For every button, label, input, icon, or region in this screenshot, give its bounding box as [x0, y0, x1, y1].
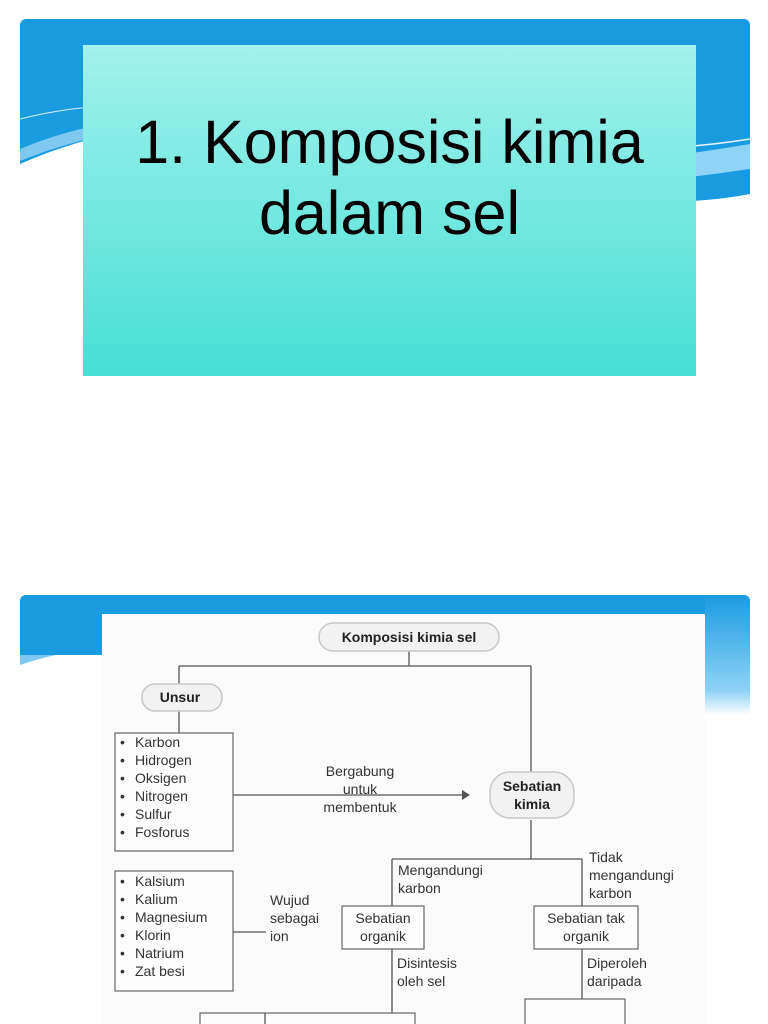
diperoleh-line-1: Diperoleh: [587, 955, 647, 971]
bullet: •: [120, 806, 125, 822]
title-box: [83, 45, 696, 376]
arrow-head: [462, 790, 470, 800]
list-item: Natrium: [135, 945, 185, 961]
wujud-line-1: Wujud: [270, 892, 310, 908]
bottom-box-left: [200, 1013, 415, 1024]
slide-2-corner-left: [20, 595, 102, 655]
sebatian-tak-organik-line-2: organik: [563, 928, 609, 944]
bullet: •: [120, 891, 125, 907]
bullet: •: [120, 734, 125, 750]
sebatian-kimia-line-2: kimia: [514, 796, 550, 812]
title-line-1: 1. Komposisi kimia: [135, 108, 644, 176]
tidak-line-3: karbon: [589, 885, 632, 901]
slide-2: [20, 595, 750, 1024]
bullet: •: [120, 945, 125, 961]
list-item: Magnesium: [135, 909, 208, 925]
bergabung-line-3: membentuk: [323, 799, 397, 815]
bullet: •: [120, 873, 125, 889]
title-line-2: dalam sel: [258, 179, 521, 247]
list-item: Zat besi: [135, 963, 185, 979]
bullet: •: [120, 909, 125, 925]
sebatian-organik-line-2: organik: [360, 928, 406, 944]
bullet: •: [120, 788, 125, 804]
bullet: •: [120, 927, 125, 943]
bergabung-line-2: untuk: [342, 781, 378, 797]
list-item: Hidrogen: [135, 752, 192, 768]
slide-title: [83, 107, 696, 249]
chemical-composition-diagram: [102, 614, 705, 1024]
diagram-svg: [102, 614, 705, 1024]
tidak-line-2: mengandungi: [589, 867, 674, 883]
mengandungi-line-2: karbon: [398, 880, 441, 896]
root-label: Komposisi kimia sel: [341, 629, 477, 645]
wujud-line-3: ion: [270, 928, 289, 944]
list-item: Fosforus: [135, 824, 190, 840]
bullet: •: [120, 824, 125, 840]
list-item: Sulfur: [135, 806, 172, 822]
sebatian-kimia-line-1: Sebatian: [502, 778, 562, 794]
list-item: Oksigen: [135, 770, 187, 786]
bullet: •: [120, 770, 125, 786]
slide-1: [20, 19, 750, 549]
list-item: Nitrogen: [135, 788, 188, 804]
tidak-line-1: Tidak: [589, 849, 623, 865]
list-item: Klorin: [135, 927, 171, 943]
sebatian-tak-organik-line-1: Sebatian tak: [547, 910, 625, 926]
slide-2-corner-right: [705, 595, 750, 715]
list-item: Karbon: [135, 734, 181, 750]
diperoleh-line-2: daripada: [587, 973, 642, 989]
bullet: •: [120, 963, 125, 979]
bergabung-line-1: Bergabung: [325, 763, 395, 779]
bullet: •: [120, 752, 125, 768]
disintesis-line-2: oleh sel: [397, 973, 446, 989]
wujud-line-2: sebagai: [270, 910, 320, 926]
sebatian-organik-line-1: Sebatian: [355, 910, 411, 926]
unsur-label: Unsur: [159, 689, 201, 705]
list-item: Kalsium: [135, 873, 185, 889]
disintesis-line-1: Disintesis: [397, 955, 457, 971]
mengandungi-line-1: Mengandungi: [398, 862, 483, 878]
bottom-box-right: [525, 999, 625, 1024]
list-item: Kalium: [135, 891, 178, 907]
